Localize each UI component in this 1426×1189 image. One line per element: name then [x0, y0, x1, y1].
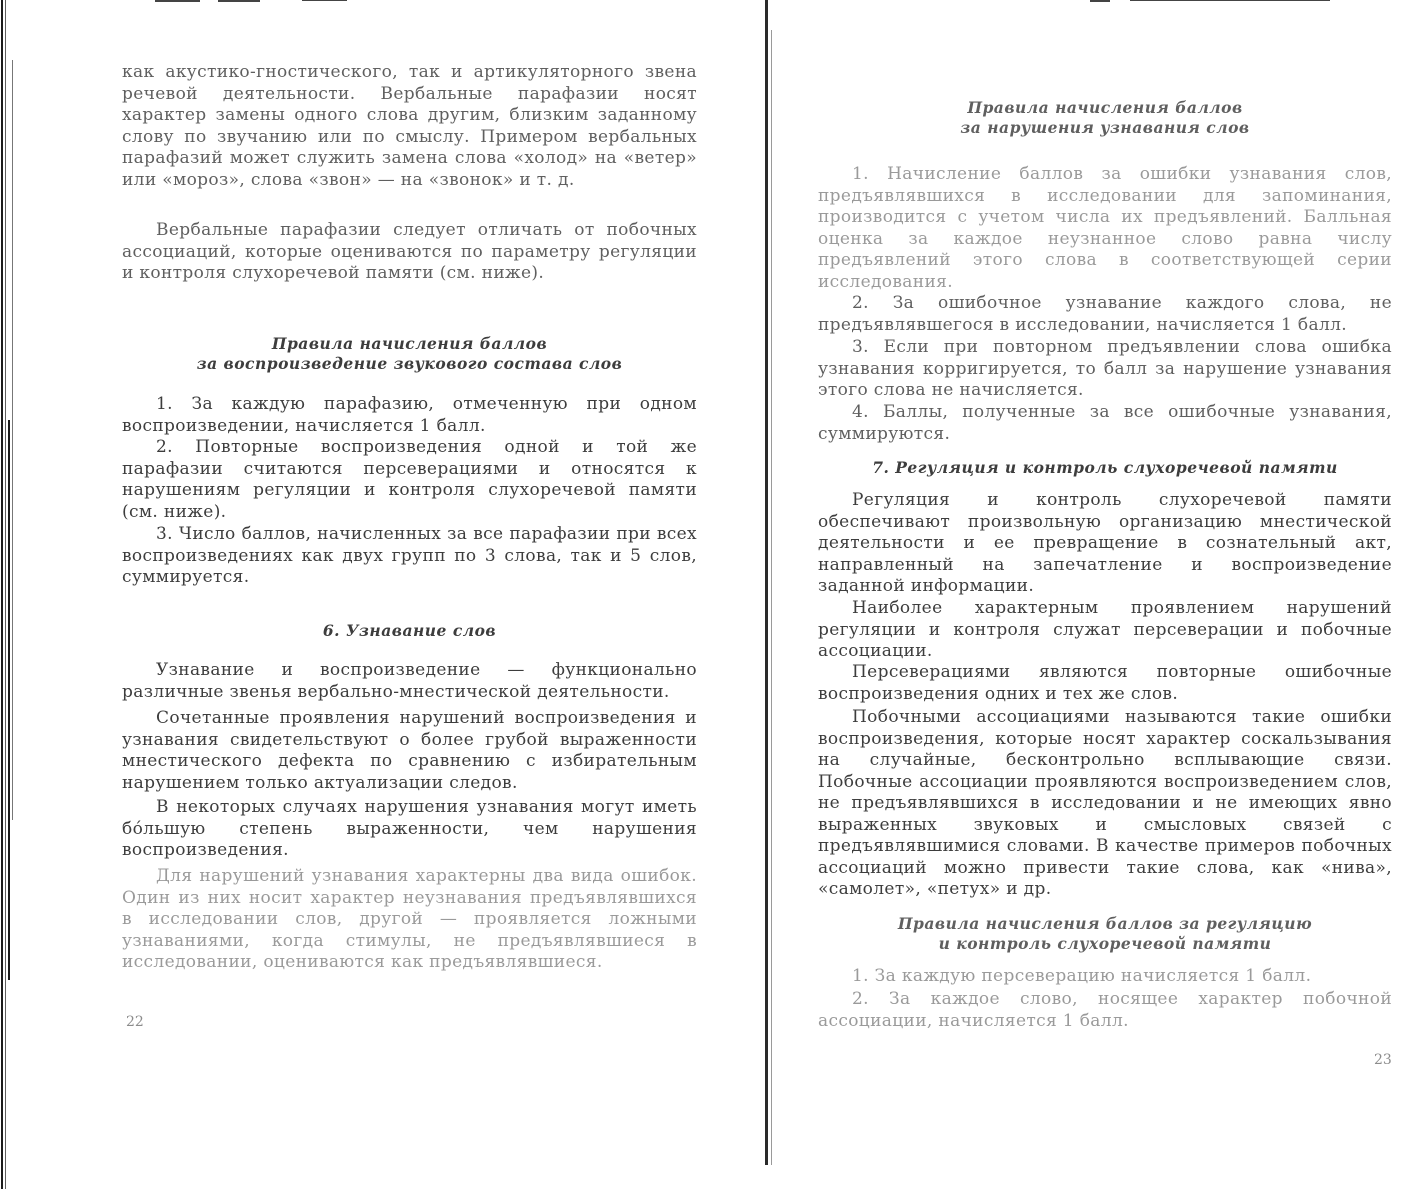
scan-mark — [218, 0, 260, 2]
heading-regulation-rules: Правила начисления баллов за регуляцию и контроль слухоречевой памяти — [897, 914, 1313, 953]
rule-item: 1. За каждую персеверацию начисляется 1 балл. — [852, 966, 1312, 986]
paragraph-regulation: Наиболее характерным проявлением нарушений регуляции и контроля служат персеверации и побочные ассоциации. — [818, 598, 1392, 661]
paragraph-recognition: Сочетанные проявления нарушений воспроизведения и узнавания свидетельствуют о более грубой выраженности мнестического дефекта по сравнению с избирательным нарушением только актуализации следов. — [122, 708, 697, 793]
paragraph-recognition: Для нарушений узнавания характерны два вида ошибок. Один из них носит характер неузнавания предъявлявшихся в исследовании слов, другой — проявляется ложными узнаваниями, когда стимулы, не предъявлявшиеся в исследовании, оцениваются как предъявлявшиеся. — [122, 866, 697, 972]
paragraph-regulation: Регуляция и контроль слухоречевой памяти обеспечивают произвольную организацию мнестической деятельности и ее превращение в сознательный акт, направленный на запечатление и воспроизведение заданной информации. — [818, 490, 1392, 596]
scan-mark — [1090, 0, 1110, 2]
scan-mark — [155, 0, 200, 2]
rule-item: 3. Число баллов, начисленных за все парафазии при всех воспроизведениях как двух групп по 3 слова, так и 5 слов, суммируется. — [122, 524, 697, 587]
rule-item: 2. За ошибочное узнавание каждого слова, не предъявлявшегося в исследовании, начисляется 1 балл. — [818, 293, 1392, 335]
heading-section-6: 6. Узнавание слов — [322, 621, 497, 640]
page-number: 23 — [1374, 1052, 1392, 1068]
rule-item: 2. Повторные воспроизведения одной и той же парафазии считаются персеверациями и относятся к нарушениям регуляции и контроля слухоречевой памяти (см. ниже). — [122, 437, 697, 522]
paragraph-verbal-paraphasia: Вербальные парафазии следует отличать от побочных ассоциаций, которые оцениваются по параметру регуляции и контроля слухоречевой памяти (см. ниже). — [122, 220, 697, 283]
rule-item: 1. За каждую парафазию, отмеченную при одном воспроизведении, начисляется 1 балл. — [122, 394, 697, 436]
paragraph-recognition: Узнавание и воспроизведение — функционально различные звенья вербально-мнестической деятельности. — [122, 660, 697, 702]
heading-rules-sound-composition: Правила начисления баллов за воспроизведение звукового состава слов — [196, 334, 623, 373]
rule-item: 1. Начисление баллов за ошибки узнавания слов, предъявлявшихся в исследовании для запоминания, производится с учетом числа их предъявлений. Балльная оценка за каждое неузнанное слово равна числу предъявлений этого слова в соответствующей серии исследования. — [818, 164, 1392, 292]
paragraph-recognition: В некоторых случаях нарушения узнавания могут иметь бо́льшую степень выраженности, чем нарушения воспроизведения. — [122, 797, 697, 860]
rule-item: 4. Баллы, полученные за все ошибочные узнавания, суммируются. — [818, 402, 1392, 444]
heading-recognition-rules: Правила начисления баллов за нарушения узнавания слов — [960, 98, 1250, 137]
book-gutter — [765, 0, 768, 1165]
scan-left-edge — [0, 0, 16, 1189]
heading-section-7: 7. Регуляция и контроль слухоречевой памяти — [872, 458, 1338, 477]
scan-mark — [1130, 0, 1330, 1]
scan-mark — [302, 0, 347, 1]
paragraph-intro: как акустико-гностического, так и артикуляторного звена речевой деятельности. Вербальные парафазии носят характер замены одного слова другим, близким заданному слову по звучанию или по смыслу. Примером вербальных парафазий может служить замена слова «холод» на «ветер» или «мороз», слова «звон» — на «звонок» и т. д. — [122, 62, 697, 190]
page-number: 22 — [126, 1014, 144, 1030]
rule-item: 3. Если при повторном предъявлении слова ошибка узнавания корригируется, то балл за нарушение узнавания этого слова не начисляется. — [818, 337, 1392, 400]
book-gutter-shadow — [771, 30, 772, 1165]
rule-item: 2. За каждое слово, носящее характер побочной ассоциации, начисляется 1 балл. — [818, 989, 1392, 1031]
paragraph-regulation: Персеверациями являются повторные ошибочные воспроизведения одних и тех же слов. — [818, 662, 1392, 704]
paragraph-regulation: Побочными ассоциациями называются такие ошибки воспроизведения, которые носят характер соскальзывания на случайные, бесконтрольно всплывающие связи. Побочные ассоциации проявляются воспроизведением слов, не предъявлявшихся в исследовании и не имеющих явно выраженных звуковых и смысловых связей с предъявлявшимися словами. В качестве примеров побочных ассоциаций можно привести такие слова, как «нива», «самолет», «петух» и др. — [818, 707, 1392, 899]
